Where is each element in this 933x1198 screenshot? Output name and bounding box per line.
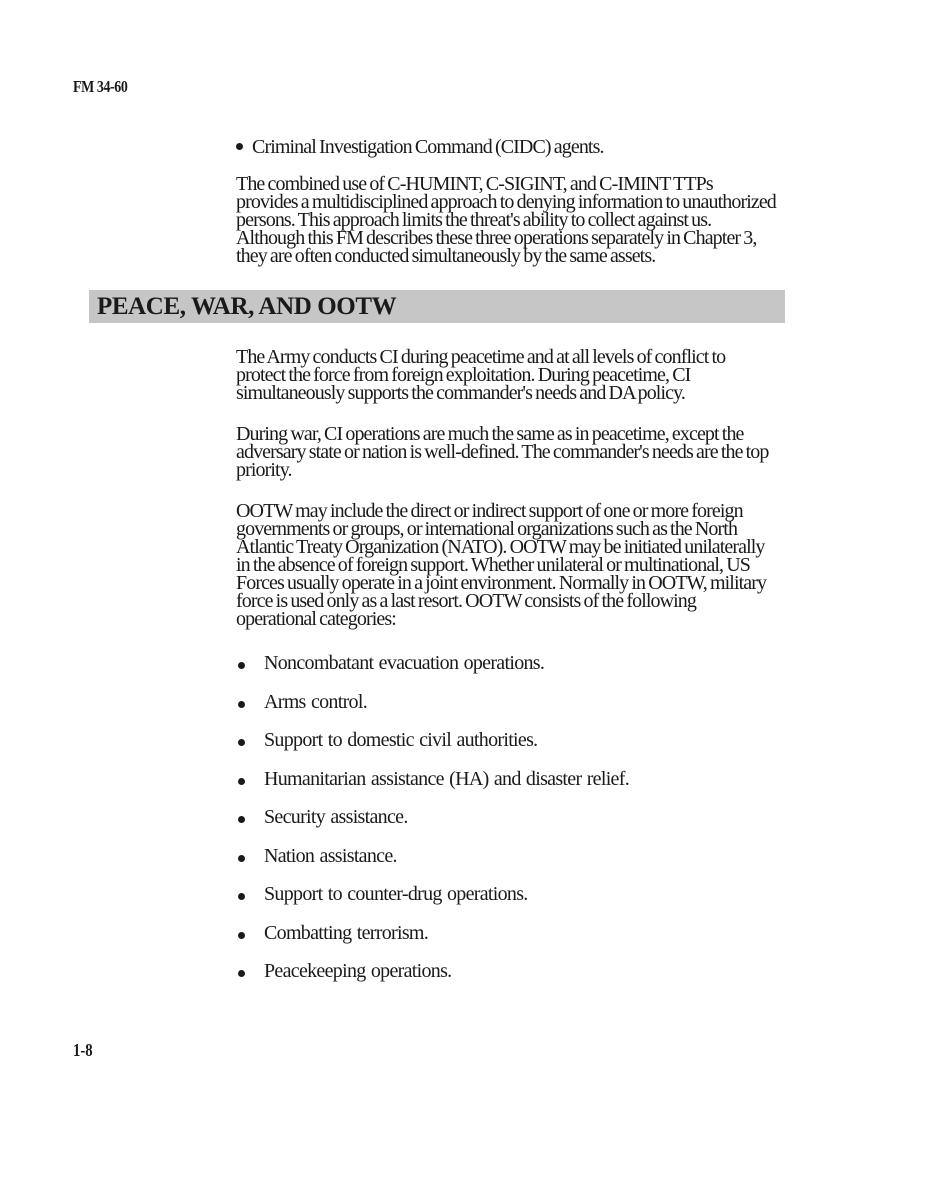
intro-bullet-item — [236, 136, 604, 159]
list-item-text: Nation assistance. — [264, 844, 397, 867]
intro-paragraph: The combined use of C-HUMINT, C-SIGINT, and C-IMINT TTPs provides a multidisciplined approach to denying information to unauthorized persons. This approach limits the threat's ability to collect against us. Although this FM describes these three operations separately in Chapter 3, they are often conducted simultaneously by the same assets. — [236, 173, 776, 267]
section-paragraph: During war, CI operations are much the same as in peacetime, except the adversary state or nation is well-defined. The commander's needs are the top priority. — [236, 423, 769, 481]
list-item-text: Combatting terrorism. — [264, 921, 429, 944]
intro-paragraph-block — [236, 175, 776, 265]
page-number: 1-8 — [73, 1040, 93, 1060]
section-paragraph-3-block — [236, 502, 776, 628]
section-heading-band — [89, 290, 785, 323]
bullet-icon — [238, 778, 245, 785]
bullet-icon — [236, 143, 243, 150]
bullet-icon — [238, 739, 245, 746]
bullet-icon — [238, 855, 245, 862]
section-paragraph-1-block — [236, 348, 776, 402]
list-item-text: Support to counter-drug operations. — [264, 883, 528, 905]
bullet-icon — [238, 701, 245, 708]
list-item-text: Support to domestic civil authorities. — [264, 729, 538, 751]
section-paragraph-2-block — [236, 425, 776, 479]
intro-bullet-text: Criminal Investigation Command (CIDC) agents. — [252, 136, 604, 158]
section-paragraph: OOTW may include the direct or indirect support of one or more foreign governments or groups, or international organizations such as the North Atlantic Treaty Organization (NATO). OOTW may be initiated unilaterally in the absence of foreign support. Whether unilateral or multinational, US Forces usually operate in a joint environment. Normally in OOTW, military force is used only as a last resort. OOTW consists of the following operational categories: — [236, 500, 767, 630]
bullet-icon — [238, 893, 245, 900]
bullet-icon — [238, 816, 245, 823]
bullet-icon — [238, 970, 245, 977]
bullet-icon — [238, 662, 245, 669]
list-item-text: Peacekeeping operations. — [264, 960, 452, 982]
list-item-text: Security assistance. — [264, 806, 408, 828]
list-item-text: Humanitarian assistance (HA) and disaster relief. — [264, 767, 629, 790]
list-item-text: Arms control. — [264, 690, 367, 713]
section-paragraph: The Army conducts CI during peacetime and at all levels of conflict to protect the force from foreign exploitation. During peacetime, CI simultaneously supports the commander's needs and DA policy. — [236, 346, 726, 404]
manual-id-header: FM 34-60 — [73, 77, 128, 96]
bullet-icon — [238, 932, 245, 939]
list-item-text: Noncombatant evacuation operations. — [264, 652, 545, 674]
section-title: PEACE, WAR, AND OOTW — [97, 293, 397, 320]
